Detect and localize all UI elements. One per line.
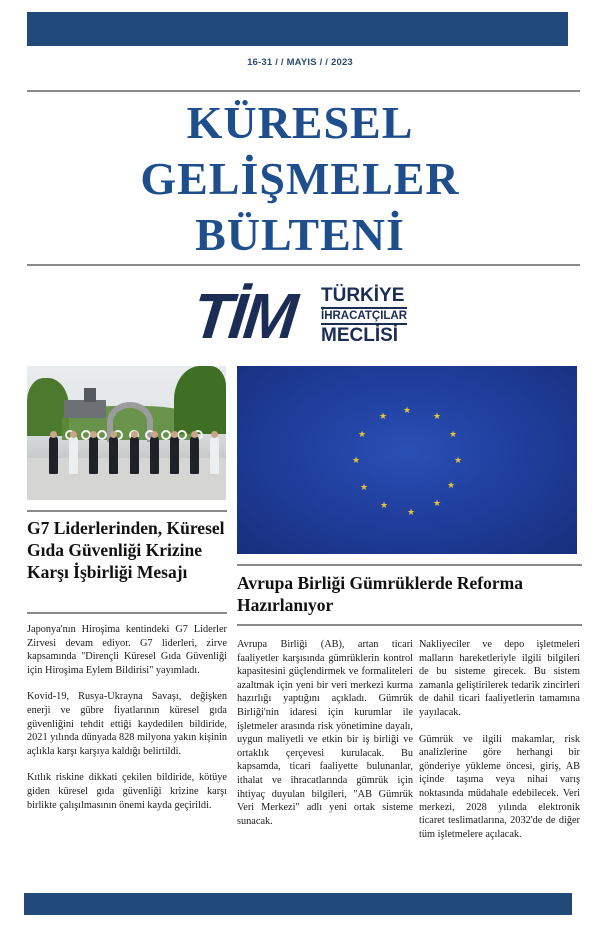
eu-paragraph-2: Nakliyeciler ve depo işletmeleri malların hareketleriyle ilgili bilgileri de bu sisteme girecek. Bu sistem zamanla geliştirilerek tedarik zincirleri de dahil ticari faaliyetlerin tamamına yayılacak. [419, 639, 580, 718]
person-figure [130, 436, 139, 474]
star-icon: ★ [454, 455, 463, 465]
date-range: 16-31 [247, 57, 273, 68]
star-icon: ★ [352, 455, 361, 465]
date-year: 2023 [330, 57, 353, 68]
star-icon: ★ [360, 482, 369, 492]
photo-tower [84, 388, 96, 402]
eu-article-body-col-1 [237, 638, 413, 841]
g7-article-headline: G7 Liderlerinden, Küresel Gıda Güvenliği Krizine Karşı İşbirliği Mesajı [27, 518, 225, 582]
divider-eu-bottom [237, 624, 582, 626]
header-banner-bar [27, 12, 568, 46]
person-figure [109, 436, 118, 474]
bulletin-title-line-1: KÜRESEL [186, 97, 414, 148]
star-icon: ★ [407, 507, 416, 517]
tim-logo-mark: TİM [189, 280, 298, 352]
person-figure [49, 436, 58, 474]
logo-line-2: İHRACATÇILAR [321, 307, 407, 325]
person-figure [69, 436, 78, 474]
divider-title [27, 264, 580, 266]
issue-date [0, 57, 600, 68]
bulletin-title-line-3: BÜLTENİ [195, 209, 405, 260]
eu-paragraph-3: Gümrük ve ilgili makamlar, risk analizlerine göre herhangi bir gönderiye yükleme öncesi, giriş, AB içinde taşıma veya nihai varış noktasında müdahale edebilecek. Veri merkezi, 2028 yılında elektronik ticaret teslimatlarına, 2032'de de diğer tüm işletmelere açılacak. [419, 733, 580, 840]
divider-eu-top [237, 564, 582, 566]
person-figure [150, 436, 159, 474]
g7-paragraph-1: Japonya'nın Hiroşima kentindeki G7 Liderler Zirvesi devam ediyor. G7 liderleri, zirve kapsamında "Dirençli Küresel Gıda Güvenliği için Hiroşima Eylem Bildirisi" yayımladı. [27, 624, 227, 676]
g7-paragraph-3: Kıtlık riskine dikkati çekilen bildiride, kötüye giden küresel gıda güvenliği krizine karşı birlikte çalışılmasının önemi kayda geçirildi. [27, 772, 227, 811]
star-icon: ★ [449, 429, 458, 439]
star-icon: ★ [447, 480, 456, 490]
tim-logo-wordmark [321, 286, 407, 346]
eu-article-headline: Avrupa Birliği Gümrüklerde Reforma Hazırlanıyor [237, 573, 523, 615]
person-figure [190, 436, 199, 474]
g7-leaders-photo [27, 366, 226, 500]
footer-banner-bar [24, 893, 572, 915]
tim-logo [189, 280, 418, 352]
g7-article-body [27, 623, 227, 825]
divider-g7-bottom [27, 612, 227, 614]
eu-article-body-col-2 [419, 638, 580, 854]
star-icon: ★ [358, 429, 367, 439]
eu-flag-photo [237, 366, 577, 554]
logo-line-1: TÜRKİYE [321, 285, 405, 306]
photo-trees-right [174, 366, 226, 434]
star-icon: ★ [403, 405, 412, 415]
divider-g7-top [27, 510, 227, 512]
divider-top [27, 90, 580, 92]
person-figure [89, 436, 98, 474]
star-icon: ★ [433, 411, 442, 421]
logo-line-3: MECLİSİ [321, 325, 399, 346]
date-month: / / MAYIS / / [272, 57, 331, 68]
person-figure [210, 436, 219, 474]
eu-paragraph-1: Avrupa Birliği (AB), artan ticari faaliyetler karşısında gümrüklerin kontrol kapasitesini güçlendirmek ve formaliteleri azaltmak için yeni bir veri merkezi kurma hazırlığı yaptığını açıkladı. Gümrük Birliği'nin idaresi için kurumlar ile işletmeler arasında risk yönetimine dayalı, uygun maliyetli ve etkin bir iş birliği ve ortaklık çerçevesi kurulacak. Bu kapsamda, ticari faaliyette bulunanlar, ithalat ve ihracatlarında gümrük için ihtiyaç duyulan bilgileri, "AB Gümrük Veri Merkezi" adlı yeni ortak sisteme sunacak. [237, 639, 413, 827]
g7-paragraph-2: Kovid-19, Rusya-Ukrayna Savaşı, değişken enerji ve gübre fiyatlarının küresel gıda güvenliğini tehdit ettiği kaydedilen bildiride, 2021 yılında dünyada 828 milyona yakın kişinin açlıkla karşı karşıya kaldığı belirtildi. [27, 691, 227, 757]
star-icon: ★ [380, 500, 389, 510]
person-figure [170, 436, 179, 474]
bulletin-title-line-2: GELİŞMELER [140, 153, 460, 204]
photo-leaders-row [49, 436, 219, 476]
star-icon: ★ [433, 498, 442, 508]
photo-building [64, 400, 106, 418]
star-icon: ★ [379, 411, 388, 421]
